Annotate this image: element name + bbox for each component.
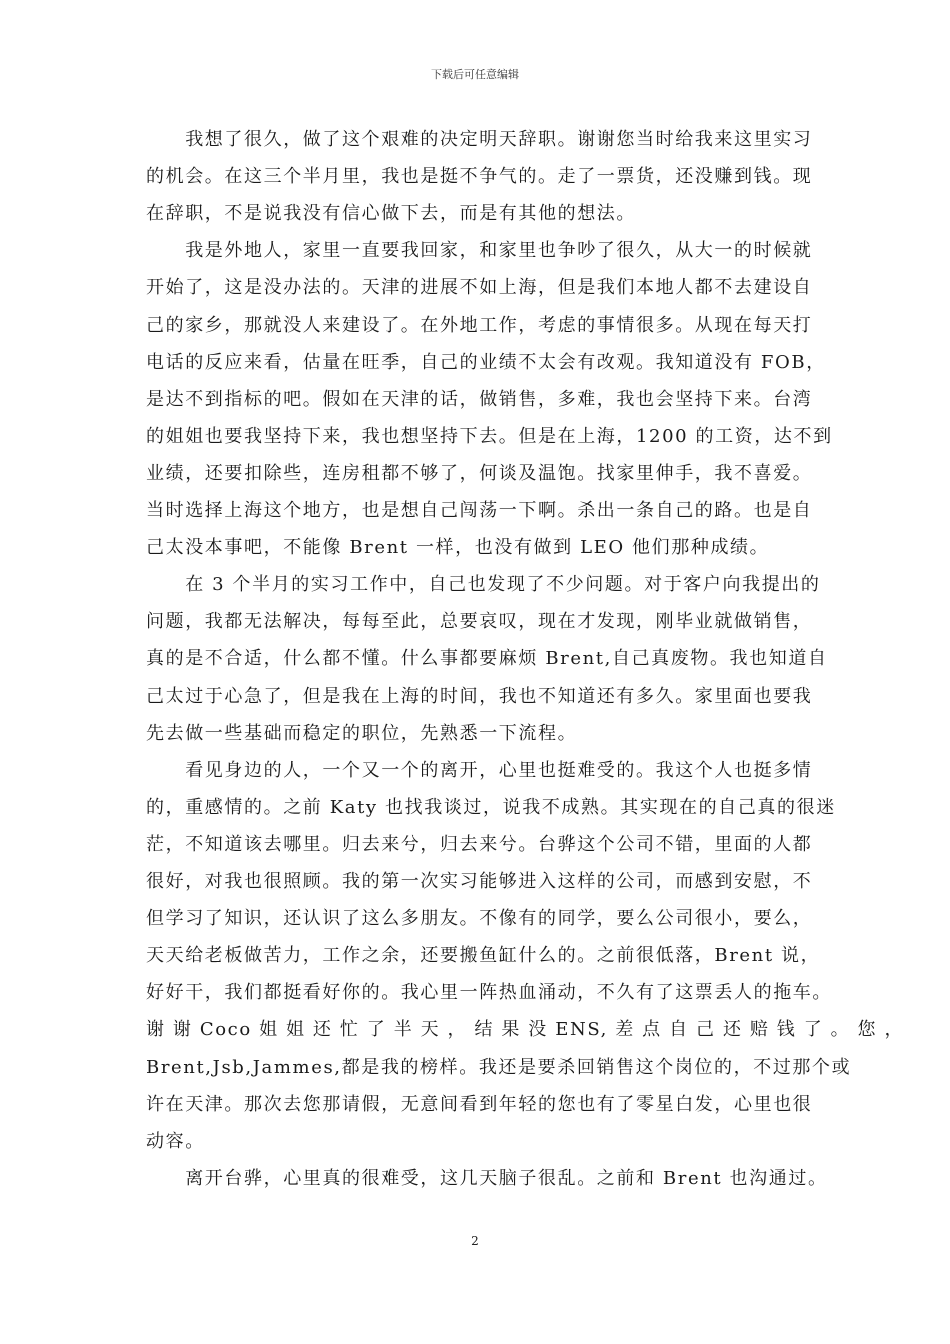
text-line: 己太过于心急了，但是我在上海的时间，我也不知道还有多久。家里面也要我 (146, 685, 813, 707)
text-line: 茫，不知道该去哪里。归去来兮，归去来兮。台骅这个公司不错，里面的人都 (146, 833, 813, 855)
text-line: 天天给老板做苦力，工作之余，还要搬鱼缸什么的。之前很低落，Brent 说， (146, 945, 821, 967)
page-number: 2 (471, 1234, 479, 1248)
text-line: 好好干，我们都挺看好你的。我心里一阵热血涌动，不久有了这票丢人的拖车。 (146, 982, 832, 1004)
text-line: 谢 谢 Coco 姐 姐 还 忙 了 半 天 ， 结 果 没 ENS, 差 点 自 己 还 赔 钱 了 。 您 ， (146, 1019, 905, 1041)
text-line: 业绩，还要扣除些，连房租都不够了，何谈及温饱。找家里伸手，我不喜爱。 (146, 462, 813, 484)
text-line: Brent,Jsb,Jammes,都是我的榜样。我还是要杀回销售这个岗位的，不过那个或 (146, 1056, 852, 1078)
text-line: 离开台骅，心里真的很难受，这几天脑子很乱。之前和 Brent 也沟通过。 (146, 1167, 828, 1189)
text-line: 很好，对我也很照顾。我的第一次实习能够进入这样的公司，而感到安慰，不 (146, 871, 813, 892)
text-line: 电话的反应来看，估量在旺季，自己的业绩不太会有改观。我知道没有 FOB， (146, 351, 826, 373)
text-line: 我是外地人，家里一直要我回家，和家里也争吵了很久，从大一的时候就 (146, 240, 813, 262)
text-line: 我想了很久，做了这个艰难的决定明天辞职。谢谢您当时给我来这里实习 (146, 129, 813, 150)
text-line: 但学习了知识，还认识了这么多朋友。不像有的同学，要么公司很小，要么， (146, 908, 813, 930)
text-line: 在辞职，不是说我没有信心做下去，而是有其他的想法。 (146, 203, 636, 225)
text-line: 看见身边的人，一个又一个的离开，心里也挺难受的。我这个人也挺多情 (146, 759, 813, 781)
text-line: 问题，我都无法解决，每每至此，总要哀叹，现在才发现，刚毕业就做销售， (146, 611, 813, 633)
text-line: 的机会。在这三个半月里，我也是挺不争气的。走了一票货，还没赚到钱。现 (146, 166, 813, 188)
page-header: 下载后可任意编辑 (431, 68, 519, 81)
text-line: 动容。 (146, 1130, 205, 1152)
text-line: 先去做一些基础而稳定的职位，先熟悉一下流程。 (146, 722, 578, 744)
text-line: 是达不到指标的吧。假如在天津的话，做销售，多难，我也会坚持下来。台湾 (146, 388, 813, 410)
text-line: 的，重感情的。之前 Katy 也找我谈过，说我不成熟。其实现在的自己真的很迷 (146, 796, 836, 818)
text-line: 己的家乡，那就没人来建设了。在外地工作，考虑的事情很多。从现在每天打 (146, 314, 813, 336)
text-line: 己太没本事吧，不能像 Brent 一样，也没有做到 LEO 他们那种成绩。 (146, 537, 770, 559)
text-line: 真的是不合适，什么都不懂。什么事都要麻烦 Brent,自己真废物。我也知道自 (146, 648, 828, 670)
text-line: 在 3 个半月的实习工作中，自己也发现了不少问题。对于客户向我提出的 (146, 574, 821, 596)
text-line: 许在天津。那次去您那请假，无意间看到年轻的您也有了零星白发，心里也很 (146, 1093, 813, 1115)
text-line: 的姐姐也要我坚持下来，我也想坚持下去。但是在上海，1200 的工资，达不到 (146, 425, 833, 447)
text-line: 当时选择上海这个地方，也是想自己闯荡一下啊。杀出一条自己的路。也是自 (146, 500, 813, 521)
text-line: 开始了，这是没办法的。天津的进展不如上海，但是我们本地人都不去建设自 (146, 277, 813, 299)
